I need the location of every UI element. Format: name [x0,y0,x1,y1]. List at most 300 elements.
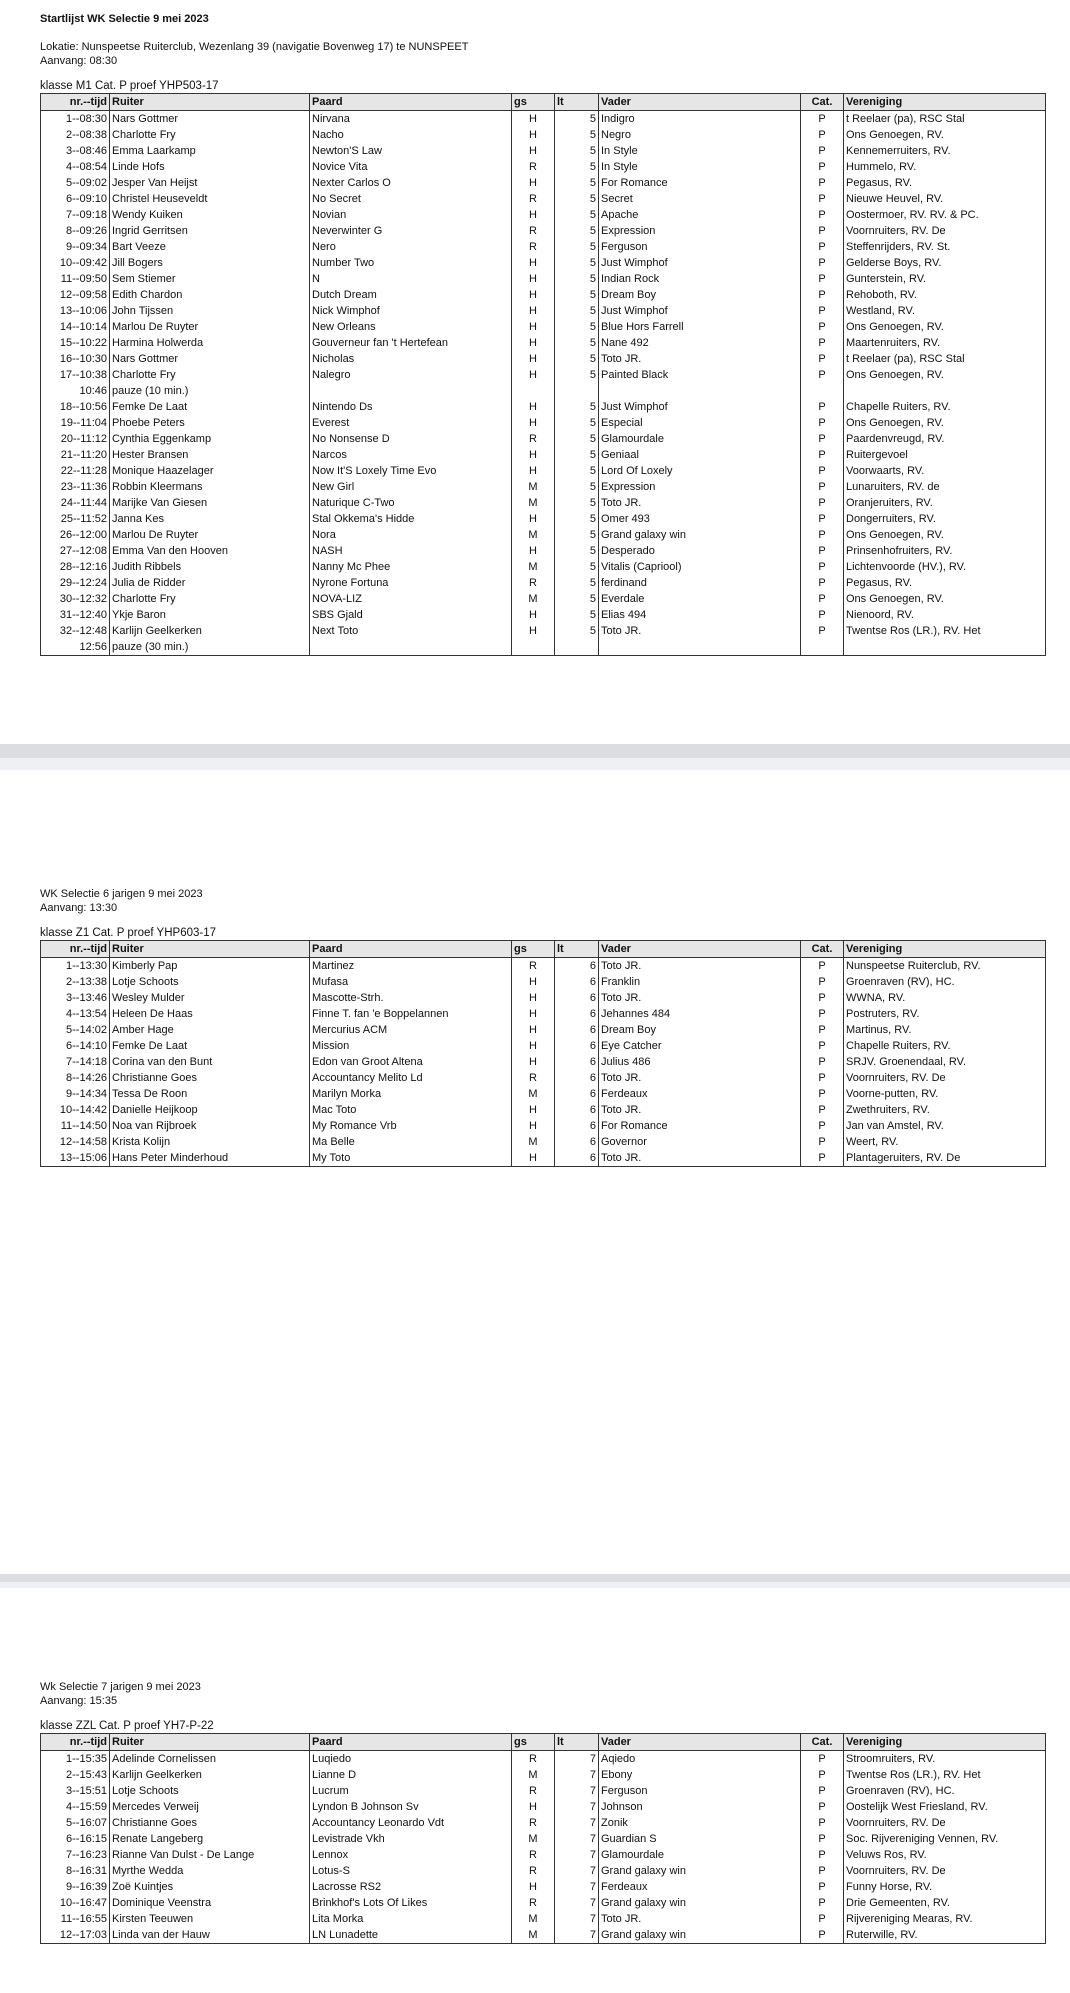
nr-tijd-cell: 2--08:38 [41,127,110,143]
cat-cell: P [801,1895,844,1911]
gs-cell: M [512,1831,555,1847]
cat-cell: P [801,1054,844,1070]
paard-cell: Mascotte-Strh. [310,990,512,1006]
vader-cell: Ferguson [599,1783,801,1799]
gs-cell: R [512,239,555,255]
cat-cell: P [801,1038,844,1054]
vereniging-cell: Oranjeruiters, RV. [844,495,1046,511]
cat-cell: P [801,127,844,143]
table-row [41,415,1046,431]
lt-cell: 5 [555,143,599,159]
vader-cell: Dream Boy [599,1022,801,1038]
vader-cell: Everdale [599,591,801,607]
vader-cell: Zonik [599,1815,801,1831]
start-list-table [40,1733,1046,1944]
nr-tijd-cell: 32--12:48 [41,623,110,639]
cat-cell: P [801,287,844,303]
vader-cell: Eye Catcher [599,1038,801,1054]
nr-tijd-cell: 6--09:10 [41,191,110,207]
ruiter-cell: Ykje Baron [110,607,310,623]
ruiter-cell: Kirsten Teeuwen [110,1911,310,1927]
ruiter-cell: Kimberly Pap [110,958,310,975]
table-row [41,1911,1046,1927]
vereniging-cell: Voorwaarts, RV. [844,463,1046,479]
lt-cell: 7 [555,1767,599,1783]
gs-cell: H [512,543,555,559]
table-row [41,303,1046,319]
cat-cell: P [801,1783,844,1799]
paard-cell: LN Lunadette [310,1927,512,1944]
ruiter-cell: Charlotte Fry [110,367,310,383]
vereniging-cell: Stroomruiters, RV. [844,1751,1046,1768]
vereniging-cell: Zwethruiters, RV. [844,1102,1046,1118]
gs-cell: H [512,1022,555,1038]
vereniging-cell: Nunspeetse Ruiterclub, RV. [844,958,1046,975]
column-header-ruiter: Ruiter [110,94,310,111]
table-header-row [41,94,1046,111]
cat-cell: P [801,990,844,1006]
table-row [41,958,1046,975]
paard-cell: Number Two [310,255,512,271]
nr-tijd-cell: 12--14:58 [41,1134,110,1150]
table-row [41,639,1046,656]
vereniging-cell: Voornruiters, RV. De [844,223,1046,239]
cat-cell: P [801,607,844,623]
paard-cell: NOVA-LIZ [310,591,512,607]
vereniging-cell: Hummelo, RV. [844,159,1046,175]
vereniging-cell: Paardenvreugd, RV. [844,431,1046,447]
ruiter-cell: Lotje Schoots [110,974,310,990]
table-row [41,1751,1046,1768]
cat-cell: P [801,399,844,415]
vader-cell: Ebony [599,1767,801,1783]
column-header-nr-tijd: nr.--tijd [41,94,110,111]
vader-cell: Toto JR. [599,1150,801,1167]
table-row [41,143,1046,159]
lt-cell: 7 [555,1847,599,1863]
gs-cell: H [512,463,555,479]
ruiter-cell: Linde Hofs [110,159,310,175]
table-row [41,319,1046,335]
column-header-lt: lt [555,94,599,111]
nr-tijd-cell: 4--15:59 [41,1799,110,1815]
paard-cell: Lennox [310,1847,512,1863]
table-row [41,367,1046,383]
gs-cell: H [512,1118,555,1134]
ruiter-cell: Emma Laarkamp [110,143,310,159]
lt-cell: 5 [555,367,599,383]
vereniging-cell: Ons Genoegen, RV. [844,591,1046,607]
paard-cell: Ma Belle [310,1134,512,1150]
nr-tijd-cell: 12:56 [41,639,110,656]
vereniging-cell: Weert, RV. [844,1134,1046,1150]
vader-cell: Indigro [599,111,801,128]
gs-cell: M [512,495,555,511]
cat-cell: P [801,431,844,447]
vereniging-cell: Chapelle Ruiters, RV. [844,1038,1046,1054]
vereniging-cell: Dongerruiters, RV. [844,511,1046,527]
vereniging-cell: Twentse Ros (LR.), RV. Het [844,623,1046,639]
vader-cell: Toto JR. [599,1911,801,1927]
vader-cell [599,383,801,399]
vader-cell: Ferguson [599,239,801,255]
cat-cell: P [801,463,844,479]
column-header-lt: lt [555,1734,599,1751]
nr-tijd-cell: 6--16:15 [41,1831,110,1847]
nr-tijd-cell: 27--12:08 [41,543,110,559]
nr-tijd-cell: 3--15:51 [41,1783,110,1799]
paard-cell: Gouverneur fan 't Hertefean [310,335,512,351]
table-row [41,591,1046,607]
lt-cell: 5 [555,239,599,255]
table-row [41,191,1046,207]
lt-cell: 5 [555,127,599,143]
ruiter-cell: Femke De Laat [110,399,310,415]
vereniging-cell: Voornruiters, RV. De [844,1863,1046,1879]
lt-cell: 5 [555,479,599,495]
ruiter-cell: John Tijssen [110,303,310,319]
lt-cell: 5 [555,319,599,335]
nr-tijd-cell: 7--16:23 [41,1847,110,1863]
lt-cell: 5 [555,271,599,287]
vader-cell: Negro [599,127,801,143]
lt-cell [555,383,599,399]
cat-cell: P [801,1831,844,1847]
gs-cell: R [512,1895,555,1911]
lt-cell: 6 [555,1022,599,1038]
table-row [41,1927,1046,1944]
table-row [41,399,1046,415]
ruiter-cell: Heleen De Haas [110,1006,310,1022]
gs-cell: H [512,1879,555,1895]
paard-cell: Lita Morka [310,1911,512,1927]
ruiter-cell: Marlou De Ruyter [110,319,310,335]
table-row [41,175,1046,191]
vereniging-cell: Ons Genoegen, RV. [844,527,1046,543]
paard-cell: Lyndon B Johnson Sv [310,1799,512,1815]
vader-cell: Julius 486 [599,1054,801,1070]
gs-cell: H [512,511,555,527]
column-header-ruiter: Ruiter [110,941,310,958]
cat-cell: P [801,255,844,271]
vereniging-cell: Voorne-putten, RV. [844,1086,1046,1102]
gs-cell: H [512,1054,555,1070]
page-separator [0,744,1070,770]
table-row [41,1038,1046,1054]
ruiter-cell: Linda van der Hauw [110,1927,310,1944]
lt-cell: 5 [555,399,599,415]
vereniging-cell: Westland, RV. [844,303,1046,319]
vereniging-cell: WWNA, RV. [844,990,1046,1006]
nr-tijd-cell: 3--08:46 [41,143,110,159]
ruiter-cell: Tessa De Roon [110,1086,310,1102]
ruiter-cell: Christianne Goes [110,1815,310,1831]
vereniging-cell: Nienoord, RV. [844,607,1046,623]
table-row [41,974,1046,990]
table-row [41,1799,1046,1815]
table-row [41,543,1046,559]
paard-cell: Brinkhof's Lots Of Likes [310,1895,512,1911]
vader-cell: Toto JR. [599,623,801,639]
section-title: Wk Selectie 7 jarigen 9 mei 2023 [40,1681,201,1693]
ruiter-cell: Nars Gottmer [110,351,310,367]
cat-cell [801,639,844,656]
lt-cell: 7 [555,1863,599,1879]
nr-tijd-cell: 12--09:58 [41,287,110,303]
ruiter-cell: Marijke Van Giesen [110,495,310,511]
column-header-vereniging: Vereniging [844,1734,1046,1751]
cat-cell: P [801,271,844,287]
lt-cell: 5 [555,511,599,527]
table-row [41,511,1046,527]
gs-cell: H [512,143,555,159]
cat-cell: P [801,974,844,990]
lt-cell: 6 [555,1134,599,1150]
nr-tijd-cell: 8--14:26 [41,1070,110,1086]
cat-cell: P [801,1847,844,1863]
ruiter-cell: Hans Peter Minderhoud [110,1150,310,1167]
gs-cell: M [512,559,555,575]
paard-cell: Lacrosse RS2 [310,1879,512,1895]
vader-cell: Glamourdale [599,1847,801,1863]
paard-cell: Nicholas [310,351,512,367]
ruiter-cell: Charlotte Fry [110,127,310,143]
vereniging-cell: Maartenruiters, RV. [844,335,1046,351]
paard-cell: Nalegro [310,367,512,383]
section-3 [40,1680,1045,1944]
paard-cell: No Nonsense D [310,431,512,447]
page-1 [0,0,1070,744]
gs-cell: M [512,1086,555,1102]
table-row [41,495,1046,511]
vader-cell: Dream Boy [599,287,801,303]
paard-cell: N [310,271,512,287]
klasse-label: klasse M1 Cat. P proef YHP503-17 [40,80,219,92]
table-row [41,271,1046,287]
table-row [41,1895,1046,1911]
cat-cell: P [801,1799,844,1815]
nr-tijd-cell: 10--09:42 [41,255,110,271]
gs-cell: H [512,415,555,431]
gs-cell: M [512,1767,555,1783]
vader-cell: Just Wimphof [599,303,801,319]
vader-cell: For Romance [599,175,801,191]
gs-cell: H [512,111,555,128]
lt-cell: 6 [555,1150,599,1167]
vereniging-cell: Veluws Ros, RV. [844,1847,1046,1863]
lt-cell: 7 [555,1751,599,1768]
table-row [41,207,1046,223]
paard-cell: Nick Wimphof [310,303,512,319]
ruiter-cell: Marlou De Ruyter [110,527,310,543]
vader-cell: Lord Of Loxely [599,463,801,479]
lt-cell: 5 [555,159,599,175]
nr-tijd-cell: 28--12:16 [41,559,110,575]
nr-tijd-cell: 17--10:38 [41,367,110,383]
lt-cell: 7 [555,1831,599,1847]
lt-cell: 5 [555,287,599,303]
table-row [41,1118,1046,1134]
vader-cell: Toto JR. [599,495,801,511]
vader-cell: Toto JR. [599,1102,801,1118]
nr-tijd-cell: 13--15:06 [41,1150,110,1167]
lt-cell: 6 [555,958,599,975]
gs-cell: R [512,431,555,447]
lt-cell: 5 [555,607,599,623]
ruiter-cell: Sem Stiemer [110,271,310,287]
gs-cell: R [512,1863,555,1879]
nr-tijd-cell: 6--14:10 [41,1038,110,1054]
cat-cell: P [801,175,844,191]
cat-cell: P [801,1751,844,1768]
column-header-gs: gs [512,1734,555,1751]
vader-cell: Ferdeaux [599,1879,801,1895]
cat-cell: P [801,575,844,591]
paard-cell: Mac Toto [310,1102,512,1118]
klasse-label: klasse Z1 Cat. P proef YHP603-17 [40,927,217,939]
vader-cell: Toto JR. [599,958,801,975]
vader-cell: Just Wimphof [599,255,801,271]
cat-cell: P [801,1863,844,1879]
paard-cell [310,383,512,399]
table-row [41,287,1046,303]
nr-tijd-cell: 10--14:42 [41,1102,110,1118]
ruiter-cell: Myrthe Wedda [110,1863,310,1879]
nr-tijd-cell: 13--10:06 [41,303,110,319]
cat-cell: P [801,335,844,351]
vereniging-cell: Postruters, RV. [844,1006,1046,1022]
gs-cell: H [512,1799,555,1815]
vader-cell: Blue Hors Farrell [599,319,801,335]
lt-cell: 5 [555,223,599,239]
lt-cell: 6 [555,990,599,1006]
nr-tijd-cell: 24--11:44 [41,495,110,511]
nr-tijd-cell: 29--12:24 [41,575,110,591]
paard-cell: Mission [310,1038,512,1054]
gs-cell: H [512,607,555,623]
ruiter-cell: Dominique Veenstra [110,1895,310,1911]
paard-cell: Stal Okkema's Hidde [310,511,512,527]
vereniging-cell: SRJV. Groenendaal, RV. [844,1054,1046,1070]
cat-cell: P [801,1086,844,1102]
vader-cell: Secret [599,191,801,207]
column-header-vereniging: Vereniging [844,941,1046,958]
paard-cell: Nanny Mc Phee [310,559,512,575]
gs-cell: H [512,319,555,335]
paard-cell: Accountancy Leonardo Vdt [310,1815,512,1831]
nr-tijd-cell: 8--09:26 [41,223,110,239]
nr-tijd-cell: 15--10:22 [41,335,110,351]
paard-cell: New Girl [310,479,512,495]
cat-cell: P [801,351,844,367]
paard-cell: Martinez [310,958,512,975]
lt-cell: 6 [555,1038,599,1054]
nr-tijd-cell: 12--17:03 [41,1927,110,1944]
ruiter-cell: Karlijn Geelkerken [110,1767,310,1783]
lt-cell: 5 [555,303,599,319]
vereniging-cell: t Reelaer (pa), RSC Stal [844,351,1046,367]
cat-cell: P [801,239,844,255]
cat-cell: P [801,1006,844,1022]
document-title: Startlijst WK Selectie 9 mei 2023 [40,13,209,25]
vader-cell: Omer 493 [599,511,801,527]
paard-cell: My Romance Vrb [310,1118,512,1134]
table-row [41,527,1046,543]
vereniging-cell: Soc. Rijvereniging Vennen, RV. [844,1831,1046,1847]
paard-cell: Nora [310,527,512,543]
paard-cell: Lotus-S [310,1863,512,1879]
cat-cell: P [801,191,844,207]
cat-cell: P [801,223,844,239]
cat-cell: P [801,159,844,175]
column-header-cat: Cat. [801,941,844,958]
cat-cell: P [801,143,844,159]
gs-cell: H [512,974,555,990]
ruiter-cell: Femke De Laat [110,1038,310,1054]
ruiter-cell: Judith Ribbels [110,559,310,575]
cat-cell: P [801,958,844,975]
gs-cell [512,383,555,399]
vader-cell: Glamourdale [599,431,801,447]
table-row [41,335,1046,351]
lt-cell: 5 [555,527,599,543]
nr-tijd-cell: 19--11:04 [41,415,110,431]
vereniging-cell: Ons Genoegen, RV. [844,415,1046,431]
table-row [41,1150,1046,1167]
gs-cell: R [512,223,555,239]
ruiter-cell: Edith Chardon [110,287,310,303]
table-row [41,223,1046,239]
gs-cell: H [512,1038,555,1054]
vader-cell: Aqiedo [599,1751,801,1768]
lt-cell: 6 [555,974,599,990]
paard-cell: Neverwinter G [310,223,512,239]
cat-cell: P [801,207,844,223]
gs-cell: H [512,399,555,415]
table-row [41,1006,1046,1022]
cat-cell: P [801,495,844,511]
vader-cell: Grand galaxy win [599,527,801,543]
start-time: Aanvang: 13:30 [40,902,118,914]
vader-cell: Toto JR. [599,351,801,367]
column-header-gs: gs [512,941,555,958]
ruiter-cell: Cynthia Eggenkamp [110,431,310,447]
lt-cell: 5 [555,415,599,431]
ruiter-cell: Monique Haazelager [110,463,310,479]
lt-cell: 6 [555,1118,599,1134]
vader-cell: Guardian S [599,1831,801,1847]
lt-cell: 5 [555,175,599,191]
table-row [41,1815,1046,1831]
paard-cell: No Secret [310,191,512,207]
column-header-paard: Paard [310,94,512,111]
nr-tijd-cell: 14--10:14 [41,319,110,335]
vereniging-cell: Groenraven (RV), HC. [844,974,1046,990]
gs-cell: M [512,479,555,495]
section-title: WK Selectie 6 jarigen 9 mei 2023 [40,888,203,900]
vereniging-cell: Voornruiters, RV. De [844,1070,1046,1086]
gs-cell: H [512,287,555,303]
cat-cell: P [801,511,844,527]
vereniging-cell: Rehoboth, RV. [844,287,1046,303]
lt-cell: 5 [555,623,599,639]
cat-cell: P [801,1102,844,1118]
lt-cell: 6 [555,1006,599,1022]
table-row [41,623,1046,639]
nr-tijd-cell: 1--08:30 [41,111,110,128]
lt-cell: 5 [555,559,599,575]
vereniging-cell: Plantageruiters, RV. De [844,1150,1046,1167]
